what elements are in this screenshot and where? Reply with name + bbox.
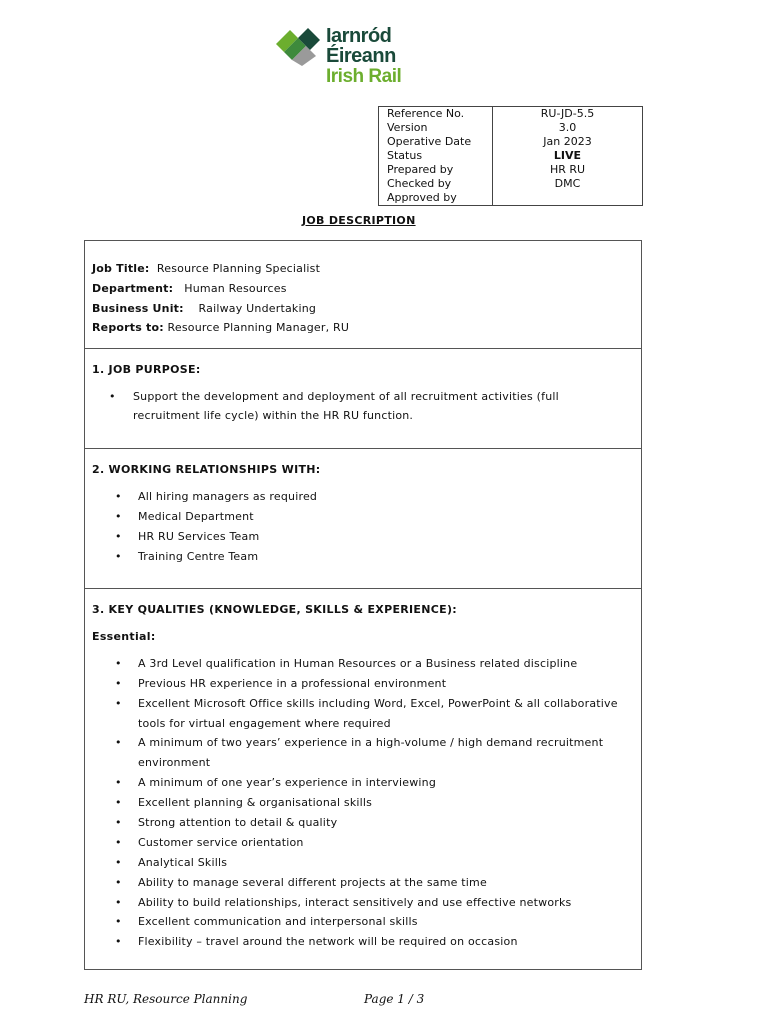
list-item: Ability to manage several different projects at the same time: [138, 876, 487, 889]
ref-key: Reference No.: [379, 107, 493, 122]
job-title-line: [92, 262, 320, 275]
list-item: Analytical Skills: [138, 856, 228, 869]
ref-key: Prepared by: [379, 163, 493, 177]
logo-line-irish: Iarnród Éireann: [326, 25, 396, 67]
bullet-icon: •: [115, 550, 122, 563]
list-item: Excellent Microsoft Office skills including Word, Excel, PowerPoint & all collaborative: [138, 697, 618, 710]
ref-row: [379, 177, 643, 191]
working-relationships-title: 2. WORKING RELATIONSHIPS WITH:: [92, 463, 321, 476]
bullet-icon: •: [115, 816, 122, 829]
job-purpose-title: 1. JOB PURPOSE:: [92, 363, 201, 376]
list-item: Training Centre Team: [138, 550, 259, 563]
ref-row: [379, 121, 643, 135]
ref-row: [379, 107, 643, 122]
ref-row: [379, 149, 643, 163]
list-item: A minimum of one year’s experience in interviewing: [138, 776, 437, 789]
reference-table: [378, 106, 643, 206]
bullet-icon: •: [115, 915, 122, 928]
list-item: All hiring managers as required: [138, 490, 318, 503]
job-title-value: Resource Planning Specialist: [156, 262, 321, 275]
list-item: A 3rd Level qualification in Human Resources or a Business related discipline: [138, 657, 578, 670]
ref-value: LIVE: [493, 149, 643, 163]
ref-value: 3.0: [493, 121, 643, 135]
bullet-icon: •: [115, 876, 122, 889]
department-label: Department:: [92, 282, 174, 295]
reports-to-value: Resource Planning Manager, RU: [167, 321, 350, 334]
reports-to-label: Reports to:: [92, 321, 164, 334]
footer-document-name: HR RU, Resource Planning: [84, 992, 248, 1006]
bullet-icon: •: [115, 836, 122, 849]
list-item: Excellent communication and interpersonal skills: [138, 915, 418, 928]
bullet-icon: •: [115, 736, 122, 749]
list-item-continuation: tools for virtual engagement where required: [138, 717, 391, 730]
list-item: A minimum of two years’ experience in a high-volume / high demand recruitment: [138, 736, 604, 749]
ref-row: [379, 191, 643, 206]
ref-value: RU-JD-5.5: [493, 107, 643, 122]
bullet-icon: •: [115, 776, 122, 789]
key-qualities-title: 3. KEY QUALITIES (KNOWLEDGE, SKILLS & EXPERIENCE):: [92, 603, 457, 616]
ref-key: Version: [379, 121, 493, 135]
bullet-icon: •: [115, 490, 122, 503]
list-item: Customer service orientation: [138, 836, 304, 849]
department-line: [92, 282, 287, 295]
business-unit-value: Railway Undertaking: [198, 302, 317, 315]
ref-row: [379, 135, 643, 149]
department-value: Human Resources: [184, 282, 287, 295]
bullet-icon: •: [115, 896, 122, 909]
essential-label: Essential:: [92, 630, 156, 643]
business-unit-label: Business Unit:: [92, 302, 184, 315]
irish-rail-logo: [276, 25, 456, 87]
purpose-line: recruitment life cycle) within the HR RU function.: [133, 409, 414, 422]
ref-value: [493, 191, 643, 206]
bullet-icon: •: [115, 510, 122, 523]
ref-value: HR RU: [493, 163, 643, 177]
list-item: Ability to build relationships, interact sensitively and use effective networks: [138, 896, 572, 909]
ref-key: Checked by: [379, 177, 493, 191]
bullet-icon: •: [115, 657, 122, 670]
job-purpose-section: [84, 348, 642, 449]
bullet-icon: •: [115, 935, 122, 948]
key-qualities-section: [84, 588, 642, 970]
document-heading: JOB DESCRIPTION: [302, 214, 416, 227]
logo-line-english: Irish Rail: [326, 66, 402, 87]
bullet-icon: •: [115, 677, 122, 690]
reports-to-line: [92, 321, 349, 334]
list-item: Previous HR experience in a professional environment: [138, 677, 447, 690]
list-item: Strong attention to detail & quality: [138, 816, 338, 829]
logo-mark-icon: [276, 26, 322, 66]
bullet-icon: •: [115, 530, 122, 543]
ref-value: Jan 2023: [493, 135, 643, 149]
ref-row: [379, 163, 643, 177]
working-relationships-section: [84, 448, 642, 589]
bullet-icon: •: [115, 856, 122, 869]
ref-key: Operative Date: [379, 135, 493, 149]
list-item: HR RU Services Team: [138, 530, 260, 543]
business-unit-line: [92, 302, 316, 315]
ref-value: DMC: [493, 177, 643, 191]
list-item: Medical Department: [138, 510, 254, 523]
ref-key: Status: [379, 149, 493, 163]
job-info-section: [84, 240, 642, 349]
list-item-continuation: environment: [138, 756, 211, 769]
bullet-icon: •: [115, 796, 122, 809]
job-title-label: Job Title:: [92, 262, 150, 275]
bullet-icon: •: [115, 697, 122, 710]
list-item: Excellent planning & organisational skills: [138, 796, 373, 809]
ref-key: Approved by: [379, 191, 493, 206]
footer-page-number: Page 1 / 3: [364, 992, 425, 1006]
purpose-line: Support the development and deployment of all recruitment activities (full: [133, 390, 559, 403]
bullet-icon: •: [109, 390, 116, 403]
list-item: Flexibility – travel around the network will be required on occasion: [138, 935, 518, 948]
